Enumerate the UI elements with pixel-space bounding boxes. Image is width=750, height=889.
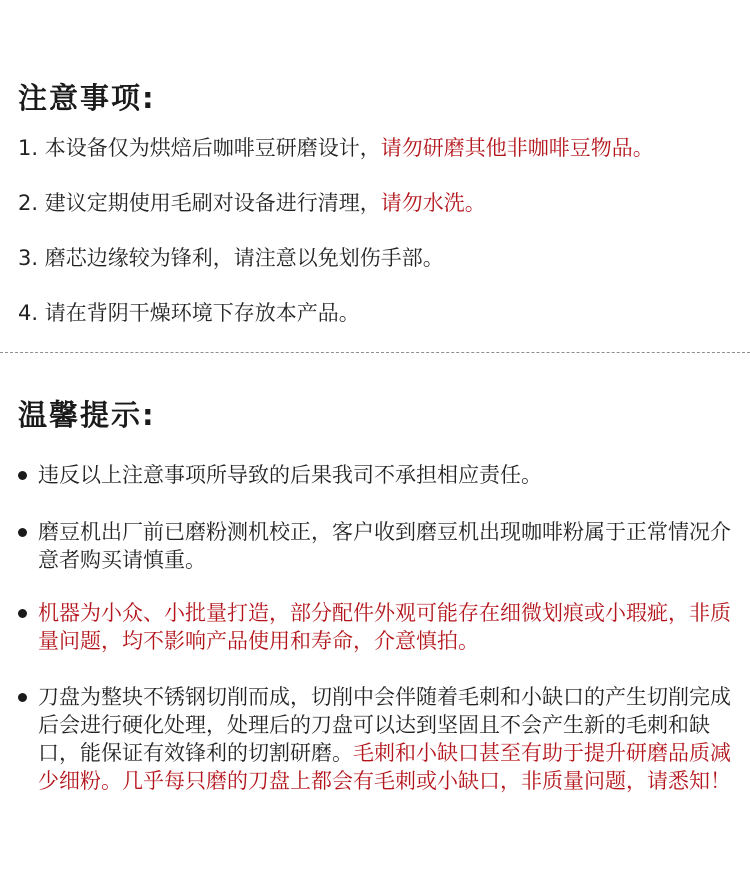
notice-item-number: 1.: [18, 136, 39, 160]
notice-item-text: 建议定期使用毛刷对设备进行清理，: [44, 191, 381, 215]
notice-item-text: 本设备仅为烘焙后咖啡豆研磨设计，: [44, 136, 381, 160]
tip-text: 刀盘为整块不锈钢切削而成，切削中会伴随着毛刺和小缺口的产生切削完成后会进行硬化处理，处理后的刀盘可以达到坚固且不会产生新的毛刺和缺口，能保证有效锋利的切割研磨。: [38, 685, 731, 765]
bullet-icon: [18, 528, 27, 537]
tip-highlight: 机器为小众、小批量打造，部分配件外观可能存在细微划痕或小瑕疵，非质量问题，均不影响产品使用和寿命，介意慎拍。: [38, 601, 731, 653]
notice-item-text: 磨芯边缘较为锋利，请注意以免划伤手部。: [44, 246, 444, 270]
notice-item-warning: 请勿研磨其他非咖啡豆物品。: [380, 136, 654, 160]
section-divider: [0, 352, 750, 353]
tip-item-3: [18, 599, 733, 655]
tip-item-4: [18, 683, 733, 795]
tips-title: 温馨提示:: [18, 398, 156, 432]
tip-item-2: [18, 518, 733, 574]
notice-item-number: 3.: [18, 246, 39, 270]
tip-text: 违反以上注意事项所导致的后果我司不承担相应责任。: [38, 463, 542, 487]
notice-item-1: [18, 134, 654, 162]
notice-title: 注意事项:: [18, 81, 156, 115]
bullet-icon: [18, 471, 27, 480]
notice-item-text: 请在背阴干燥环境下存放本产品。: [44, 301, 360, 325]
tip-highlight: 毛刺和小缺口甚至有助于提升研磨品质减少细粉。几乎每只磨的刀盘上都会有毛刺或小缺口，非质量问题，请悉知！: [38, 741, 731, 793]
notice-item-warning: 请勿水洗。: [380, 191, 486, 215]
notice-item-4: [18, 299, 360, 327]
notice-item-number: 4.: [18, 301, 39, 325]
bullet-icon: [18, 609, 27, 618]
bullet-icon: [18, 693, 27, 702]
notice-item-number: 2.: [18, 191, 39, 215]
tip-item-1: [18, 461, 733, 489]
notice-item-3: [18, 244, 444, 272]
notice-item-2: [18, 189, 486, 217]
tip-text: 磨豆机出厂前已磨粉测机校正，客户收到磨豆机出现咖啡粉属于正常情况介意者购买请慎重。: [38, 520, 731, 572]
